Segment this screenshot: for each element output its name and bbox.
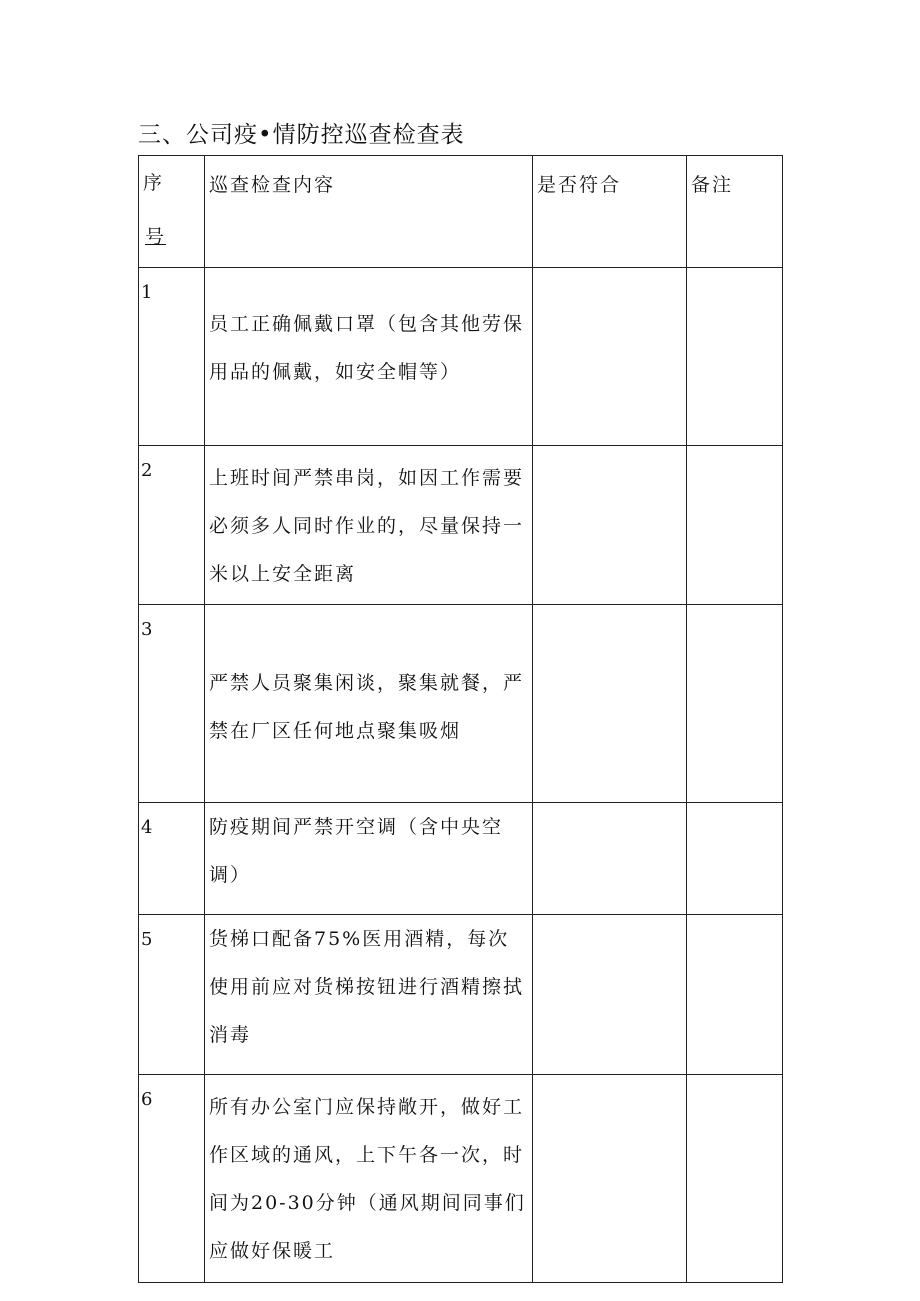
row-content: 员工正确佩戴口罩（包含其他劳保用品的佩戴，如安全帽等） [205, 268, 533, 446]
row-remarks-cell[interactable] [687, 605, 783, 803]
row-number: 6 [139, 1075, 205, 1283]
header-compliant: 是否符合 [533, 156, 687, 268]
inspection-table [138, 155, 783, 1283]
row-content: 防疫期间严禁开空调（含中央空调） [205, 803, 533, 915]
row-content: 货梯口配备75%医用酒精，每次使用前应对货梯按钮进行酒精擦拭消毒 [205, 915, 533, 1075]
row-compliant-cell[interactable] [533, 1075, 687, 1283]
row-compliant-cell[interactable] [533, 446, 687, 605]
row-compliant-cell[interactable] [533, 605, 687, 803]
header-content: 巡查检查内容 [205, 156, 533, 268]
header-remarks: 备注 [687, 156, 783, 268]
table-row [139, 605, 783, 803]
row-number: 2 [139, 446, 205, 605]
row-content: 所有办公室门应保持敞开，做好工作区域的通风，上下午各一次，时间为20-30分钟（通风期间同事们应做好保暖工 [205, 1075, 533, 1283]
row-compliant-cell[interactable] [533, 268, 687, 446]
row-remarks-cell[interactable] [687, 803, 783, 915]
table-header-row [139, 156, 783, 268]
row-remarks-cell[interactable] [687, 268, 783, 446]
table-row [139, 915, 783, 1075]
row-compliant-cell[interactable] [533, 803, 687, 915]
row-number: 5 [139, 915, 205, 1075]
table-row [139, 803, 783, 915]
row-number: 4 [139, 803, 205, 915]
header-serial-line1: 序 [143, 172, 165, 194]
row-remarks-cell[interactable] [687, 1075, 783, 1283]
table-row [139, 268, 783, 446]
table-row [139, 446, 783, 605]
row-remarks-cell[interactable] [687, 915, 783, 1075]
row-compliant-cell[interactable] [533, 915, 687, 1075]
row-remarks-cell[interactable] [687, 446, 783, 605]
row-number: 3 [139, 605, 205, 803]
page-title: 三、公司疫•情防控巡查检查表 [138, 122, 465, 148]
row-content: 严禁人员聚集闲谈，聚集就餐，严禁在厂区任何地点聚集吸烟 [205, 605, 533, 803]
header-serial-line2: 号 [145, 226, 167, 248]
table-row [139, 1075, 783, 1283]
row-number: 1 [139, 268, 205, 446]
row-content: 上班时间严禁串岗，如因工作需要必须多人同时作业的，尽量保持一米以上安全距离 [205, 446, 533, 605]
header-serial-number [139, 156, 205, 268]
